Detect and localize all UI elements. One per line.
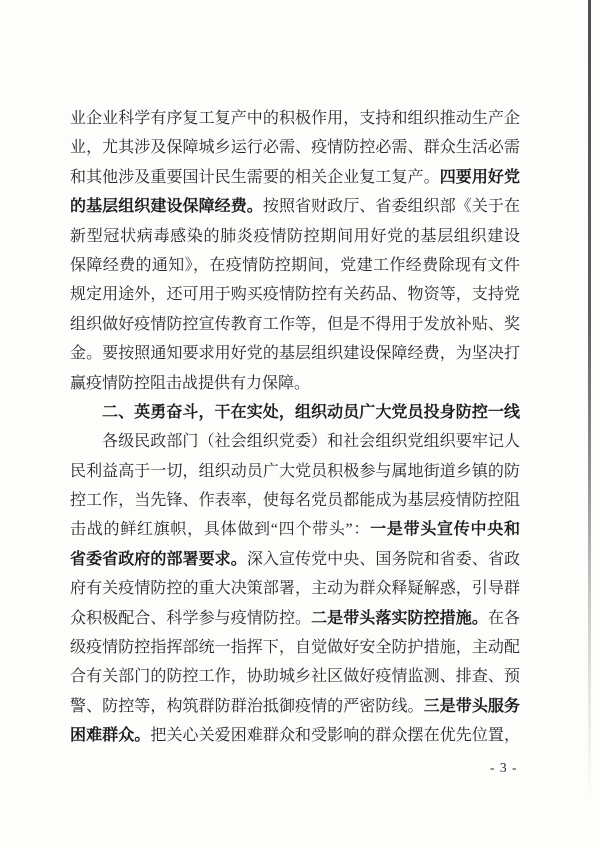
text-segment: 组织做好疫情防控宣传教育工作等，但是不得用于发放补贴、奖 [70, 315, 520, 333]
text-segment: 级疫情防控指挥部统一指挥下，自觉做好安全防护措施，主动配 [70, 639, 520, 657]
text-line [70, 339, 520, 368]
text-segment: 新型冠状病毒感染的肺炎疫情防控期间用好党的基层组织建设 [70, 227, 520, 245]
text-line [70, 633, 520, 662]
text-line [70, 427, 520, 456]
text-line [70, 692, 520, 721]
text-line [70, 280, 520, 309]
text-block [70, 104, 520, 751]
text-segment: 深入宣传党中央、国务院和省委、省政 [246, 550, 520, 568]
text-segment: 业，尤其涉及保障城乡运行必需、疫情防控必需、群众生活必需 [70, 139, 520, 157]
text-segment: 保障经费的通知》，在疫情防控期间，党建工作经费除现有文件 [70, 256, 520, 274]
text-line [70, 104, 520, 133]
text-segment: 合有关部门的防控工作，协助城乡社区做好疫情监测、排查、预 [70, 668, 520, 686]
text-line [70, 545, 520, 574]
section-heading [70, 398, 520, 427]
text-line [70, 515, 520, 544]
text-line [70, 486, 520, 515]
text-segment: 各级民政部门（社会组织党委）和社会组织党组织要牢记人 [102, 433, 520, 451]
text-line [70, 163, 520, 192]
text-segment: 在各 [487, 609, 520, 627]
bold-text-segment: 省委省政府的部署要求。 [70, 550, 247, 568]
text-line [70, 251, 520, 280]
bold-text-segment: 的基层组织建设保障经费。 [70, 198, 263, 216]
text-segment: 按照省财政厅、省委组织部《关于在 [262, 198, 520, 216]
text-segment: 和其他涉及重要国计民生需要的相关企业复工复产。 [70, 168, 440, 186]
bold-text-segment: 困难群众。 [70, 727, 151, 745]
text-line [70, 369, 520, 398]
text-segment: 警、防控等，构筑群防群治抵御疫情的严密防线。 [70, 697, 424, 715]
bold-text-segment: 一是带头宣传中央和 [370, 521, 520, 539]
bold-text-segment: 二、英勇奋斗，干在实处，组织动员广大党员投身防控一线 [102, 403, 520, 421]
page-number: - 3 - [490, 760, 518, 775]
text-segment: 众积极配合、科学参与疫情防控。 [70, 609, 312, 627]
text-line [70, 192, 520, 221]
bold-text-segment: 四要用好党 [439, 168, 520, 186]
text-line [70, 662, 520, 691]
text-segment: 规定用途外，还可用于购买疫情防控有关药品、物资等，支持党 [70, 286, 520, 304]
text-line [70, 604, 520, 633]
text-line [70, 457, 520, 486]
scan-artifact-line [588, 0, 591, 800]
text-line [70, 310, 520, 339]
text-line [70, 222, 520, 251]
text-line [70, 133, 520, 162]
text-segment: 把关心关爱困难群众和受影响的群众摆在优先位置， [150, 727, 520, 745]
bold-text-segment: 三是带头服务 [423, 697, 520, 715]
text-segment: 控工作，当先锋、作表率，使每名党员都能成为基层疫情防控阻 [70, 492, 520, 510]
text-line [70, 721, 520, 750]
text-segment: 民利益高于一切，组织动员广大党员积极参与属地街道乡镇的防 [70, 462, 520, 480]
text-segment: 击战的鲜红旗帜，具体做到“四个带头”： [70, 521, 371, 539]
text-segment: 赢疫情防控阻击战提供有力保障。 [70, 374, 311, 392]
text-segment: 业企业科学有序复工复产中的积极作用，支持和组织推动生产企 [70, 110, 520, 127]
text-segment: 府有关疫情防控的重大决策部署，主动为群众释疑解惑，引导群 [70, 580, 520, 598]
text-segment: 金。要按照通知要求用好党的基层组织建设保障经费，为坚决打 [70, 345, 520, 363]
text-line [70, 574, 520, 603]
bold-text-segment: 二是带头落实防控措施。 [311, 609, 488, 627]
